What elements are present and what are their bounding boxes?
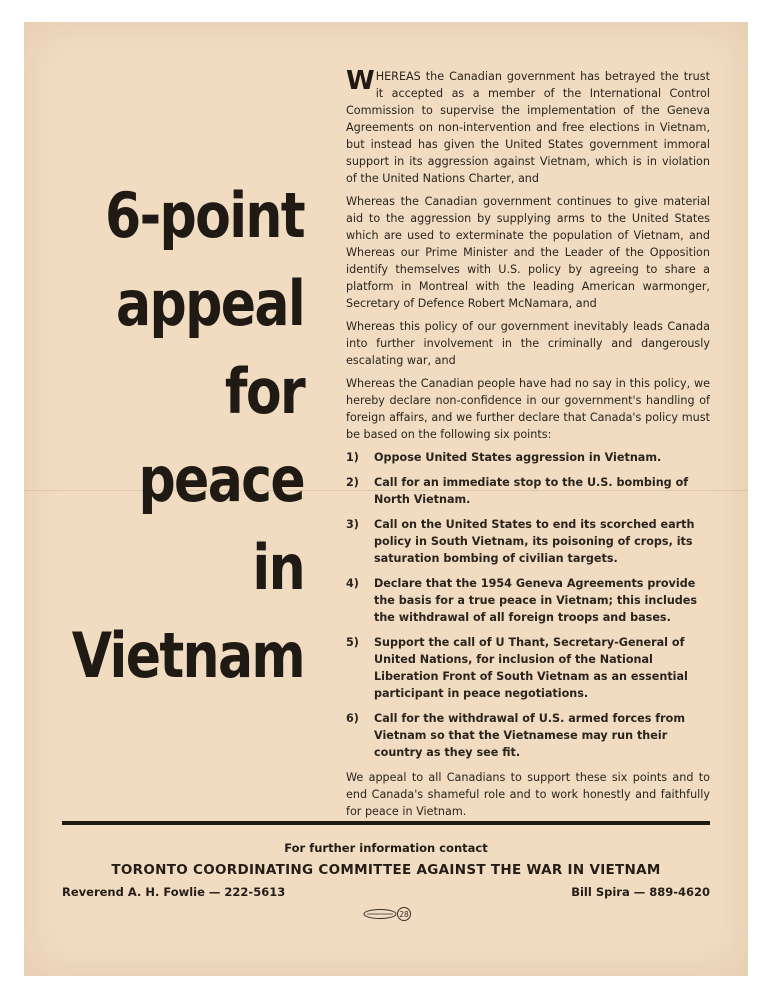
closing-paragraph: We appeal to all Canadians to support these six points and to end Canada's shameful role and to work honestly and faithfully for peace in Vietnam. [346,771,710,818]
point-number: 5) [346,636,359,649]
headline-line: in [252,531,304,604]
organization-name: TORONTO COORDINATING COMMITTEE AGAINST THE WAR IN VIETNAM [111,862,661,878]
point-number: 1) [346,451,359,464]
point-text: Oppose United States aggression in Vietnam. [374,451,662,464]
contact-right: Bill Spira — 889-4620 [571,885,710,899]
point-item [346,516,710,567]
point-number: 6) [346,712,359,725]
union-bug-number: 28 [399,909,409,919]
point-text: Call on the United States to end its scorched earth policy in South Vietnam, its poisoning of crops, its saturation bombing of civilian targets. [374,518,695,565]
drop-cap: W [346,66,375,96]
point-text: Support the call of U Thant, Secretary-General of United Nations, for inclusion of the National Liberation Front of South Vietnam as an essential participant in peace negotiations. [374,636,688,700]
point-number: 2) [346,476,359,489]
point-text: Call for an immediate stop to the U.S. bombing of North Vietnam. [374,476,689,506]
whereas-paragraph-3: Whereas this policy of our government inevitably leads Canada into further involvement in the criminally and dangerously escalating war, and [346,320,710,367]
point-item [346,575,710,626]
headline-line: appeal [116,267,304,340]
headline-line: Vietnam [71,619,305,692]
footer-rule [62,821,710,825]
point-number: 4) [346,577,359,590]
appeal-body [346,68,710,826]
headline-line: peace [138,443,304,516]
point-item [346,449,710,466]
contact-label: For further information contact [284,841,488,855]
headline [52,172,304,700]
point-text: Declare that the 1954 Geneva Agreements provide the basis for a true peace in Vietnam; this includes the withdrawal of all foreign troops and bases. [374,577,698,624]
paragraph-text: HEREAS the Canadian government has betrayed the trust it accepted as a member of the International Control Commission to supervise the implementation of the Geneva Agreements on non-intervention and free elections in Vietnam, but instead has given the United States government immoral support in its aggression against Vietnam, which is in violation of the United Nations Charter, and [346,70,710,185]
leaflet-sheet [24,22,748,976]
point-item [346,634,710,702]
point-text: Call for the withdrawal of U.S. armed forces from Vietnam so that the Vietnamese may run their country as they see fit. [374,712,686,759]
point-number: 3) [346,518,359,531]
whereas-paragraph-2: Whereas the Canadian government continues to give material aid to the aggression by supplying arms to the United States which are used to exterminate the population of Vietnam, and Whereas our Prime Minister and the Leader of the Opposition identify themselves with U.S. policy by agreeing to share a platform in Montreal with the leading American warmonger, Secretary of Defence Robert McNamara, and [346,195,710,310]
whereas-paragraph-4: Whereas the Canadian people have had no say in this policy, we hereby declare non-confidence in our government's handling of foreign affairs, and we further declare that Canada's policy must be based on the following six points: [346,377,710,441]
six-points-list [346,449,710,761]
union-bug-icon [362,906,416,922]
headline-line: for [224,355,304,428]
whereas-paragraph-1 [346,68,710,187]
headline-line: 6-point [105,179,304,252]
point-item [346,710,710,761]
contact-left: Reverend A. H. Fowlie — 222-5613 [62,885,286,899]
point-item [346,474,710,508]
